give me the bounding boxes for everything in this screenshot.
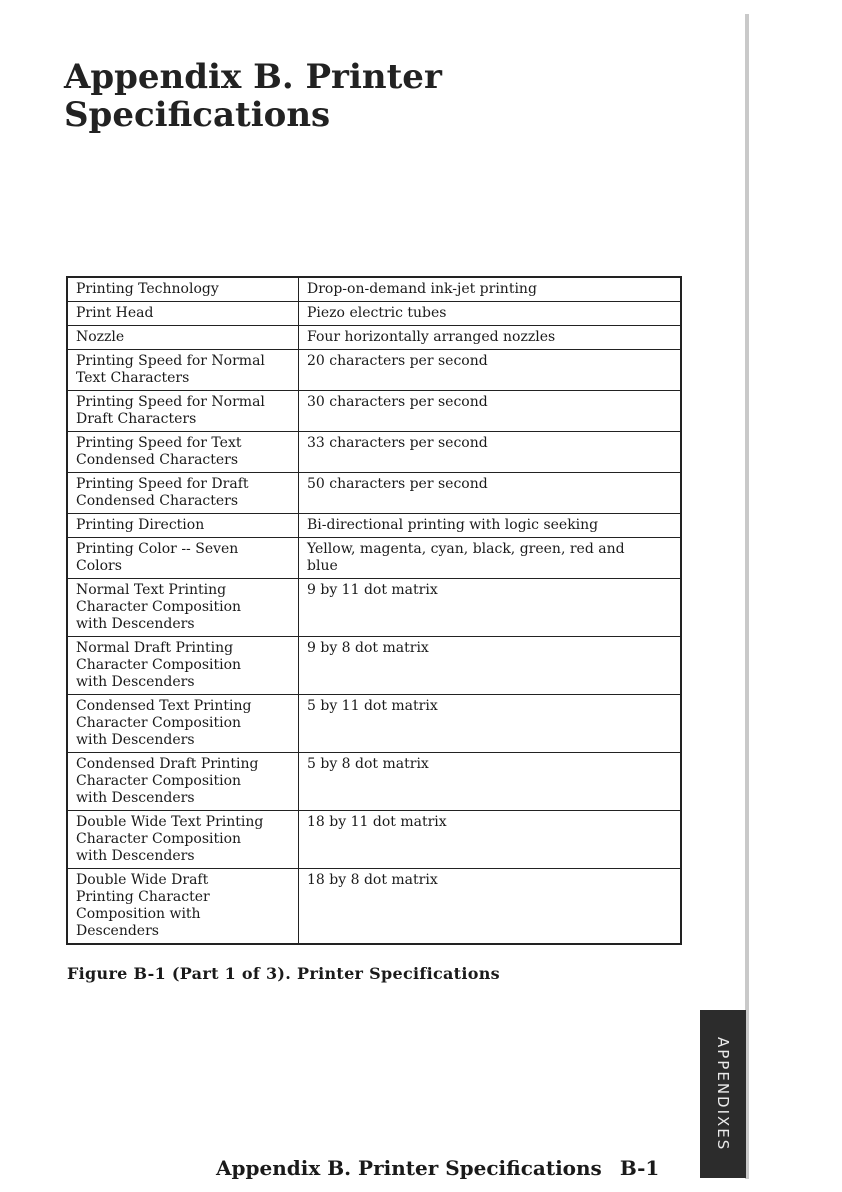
table-row: [67, 579, 681, 637]
spec-value-cell: 30 characters per second: [299, 391, 682, 432]
table-body: [67, 277, 681, 944]
spec-value-cell: 9 by 8 dot matrix: [299, 637, 682, 695]
table-row: [67, 326, 681, 350]
spec-label-cell: Print Head: [67, 302, 299, 326]
table-row: [67, 637, 681, 695]
spec-value-cell: 9 by 11 dot matrix: [299, 579, 682, 637]
table-row: [67, 473, 681, 514]
spec-label-cell: Printing Color -- Seven Colors: [67, 538, 299, 579]
table-row: [67, 391, 681, 432]
table-row: [67, 432, 681, 473]
table-row: [67, 302, 681, 326]
spec-label-cell: Double Wide Text Printing Character Composition with Descenders: [67, 811, 299, 869]
page-footer: [216, 1156, 686, 1180]
spec-value-cell: Drop-on-demand ink-jet printing: [299, 277, 682, 302]
spec-label-cell: Condensed Text Printing Character Composition with Descenders: [67, 695, 299, 753]
spec-label-cell: Printing Speed for Text Condensed Characters: [67, 432, 299, 473]
spec-value-cell: Four horizontally arranged nozzles: [299, 326, 682, 350]
table-row: [67, 869, 681, 945]
table-row: [67, 277, 681, 302]
spec-value-cell: 18 by 11 dot matrix: [299, 811, 682, 869]
table-row: [67, 695, 681, 753]
spec-value-cell: 5 by 11 dot matrix: [299, 695, 682, 753]
spec-label-cell: Printing Speed for Normal Draft Characters: [67, 391, 299, 432]
spec-value-cell: 20 characters per second: [299, 350, 682, 391]
spec-label-cell: Printing Technology: [67, 277, 299, 302]
table-row: [67, 514, 681, 538]
spec-value-cell: Bi-directional printing with logic seeking: [299, 514, 682, 538]
spec-value-cell: 50 characters per second: [299, 473, 682, 514]
printer-specifications-table: [66, 276, 682, 945]
spec-value-cell: Piezo electric tubes: [299, 302, 682, 326]
page-number: B-1: [619, 1156, 660, 1180]
figure-caption: Figure B-1 (Part 1 of 3). Printer Specifications: [67, 964, 500, 983]
spec-label-cell: Nozzle: [67, 326, 299, 350]
footer-title: Appendix B. Printer Specifications: [216, 1156, 602, 1180]
spec-label-cell: Printing Speed for Normal Text Characters: [67, 350, 299, 391]
spec-label-cell: Printing Direction: [67, 514, 299, 538]
spec-label-cell: Condensed Draft Printing Character Composition with Descenders: [67, 753, 299, 811]
spec-value-cell: 18 by 8 dot matrix: [299, 869, 682, 945]
table-row: [67, 811, 681, 869]
spec-label-cell: Normal Text Printing Character Composition with Descenders: [67, 579, 299, 637]
spec-value-cell: Yellow, magenta, cyan, black, green, red and blue: [299, 538, 682, 579]
spec-label-cell: Double Wide Draft Printing Character Composition with Descenders: [67, 869, 299, 945]
spec-value-cell: 33 characters per second: [299, 432, 682, 473]
table-row: [67, 753, 681, 811]
spec-label-cell: Printing Speed for Draft Condensed Characters: [67, 473, 299, 514]
table-row: [67, 538, 681, 579]
page-title: Appendix B. Printer Specifications: [64, 57, 442, 135]
spec-value-cell: 5 by 8 dot matrix: [299, 753, 682, 811]
table-row: [67, 350, 681, 391]
section-tab-label: APPENDIXES: [714, 1036, 732, 1152]
spec-label-cell: Normal Draft Printing Character Composition with Descenders: [67, 637, 299, 695]
page-edge-shadow: [745, 14, 749, 1179]
